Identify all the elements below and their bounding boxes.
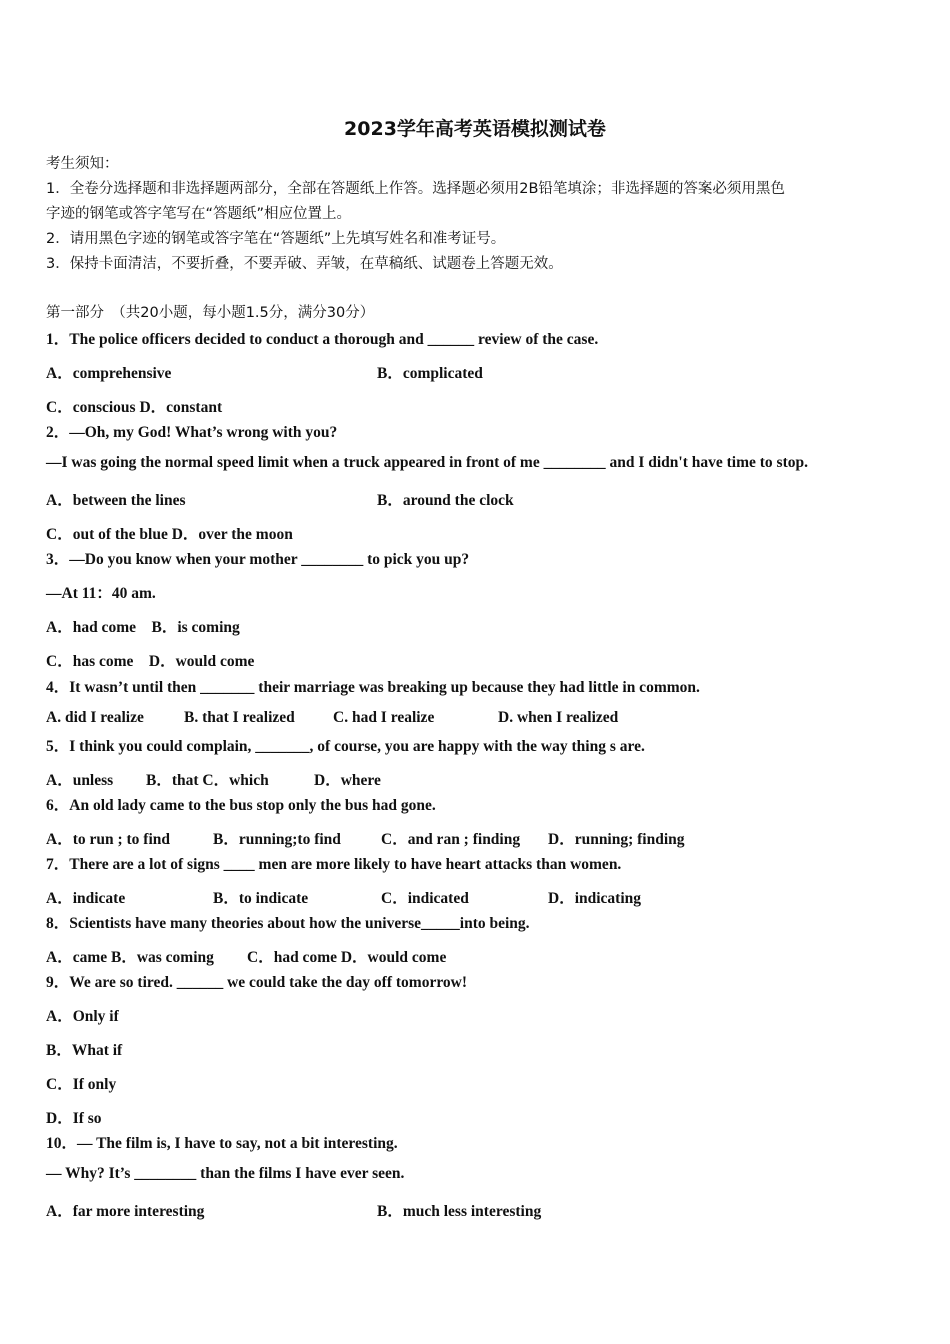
question-10-option-b: B．much less interesting [377,1203,542,1220]
question-9-option-b: B．What if [46,1042,123,1059]
question-9-option-d: D．If so [46,1110,102,1127]
question-3-stem: 3．—Do you know when your mother ________ to pick you up? [46,551,470,568]
question-2-stem: 2．—Oh, my God! What’s wrong with you? [46,424,338,441]
question-7-option-c: C．indicated [381,890,469,907]
question-6-stem: 6．An old lady came to the bus stop only the bus had gone. [46,797,436,814]
question-1-option-a: A．comprehensive [46,365,172,382]
notice-heading: 考生须知： [46,156,119,172]
question-1-stem: 1．The police officers decided to conduct a thorough and ______ review of the case. [46,331,599,348]
question-9-stem: 9．We are so tired. ______ we could take the day off tomorrow! [46,974,468,991]
question-4-option-c: C. had I realize [333,709,435,726]
question-4-option-b: B. that I realized [184,709,295,726]
question-10-response: — Why? It’s ________ than the films I have ever seen. [46,1165,405,1182]
question-2-options-cd: C．out of the blue D．over the moon [46,526,293,543]
question-5-options-bc: B．that C．which [146,772,269,789]
question-2-option-a: A．between the lines [46,492,186,509]
question-4-option-d: D. when I realized [498,709,619,726]
question-7-option-b: B．to indicate [213,890,309,907]
notice-line-2: 2．请用黑色字迹的钢笔或答字笔在“答题纸”上先填写姓名和准考证号。 [46,231,506,247]
question-2-option-b: B．around the clock [377,492,514,509]
question-3-options-ab: A．had come B．is coming [46,619,240,636]
notice-line-3: 3．保持卡面清洁，不要折叠，不要弄破、弄皱，在草稿纸、试题卷上答题无效。 [46,256,563,272]
question-6-option-d: D．running; finding [548,831,685,848]
question-8-options-cd: C．had come D．would come [247,949,447,966]
question-10-stem: 10．— The film is, I have to say, not a bit interesting. [46,1135,398,1152]
question-7-stem: 7．There are a lot of signs ____ men are more likely to have heart attacks than women. [46,856,622,873]
question-1-options-cd: C．conscious D．constant [46,399,223,416]
notice-line-1a: 1．全卷分选择题和非选择题两部分，全部在答题纸上作答。选择题必须用2B铅笔填涂；非选择题的答案必须用黑色 [46,181,785,197]
question-7-option-d: D．indicating [548,890,642,907]
question-4-stem: 4．It wasn’t until then _______ their marriage was breaking up because they had little in common. [46,679,700,696]
question-6-option-b: B．running;to find [213,831,341,848]
question-5-option-a: A．unless [46,772,114,789]
question-7-option-a: A．indicate [46,890,126,907]
question-3-response: —At 11：40 am. [46,585,156,602]
question-5-stem: 5．I think you could complain, _______, of course, you are happy with the way thing s are. [46,738,645,755]
question-5-option-d: D．where [314,772,381,789]
exam-title: 2023学年高考英语模拟测试卷 [344,118,606,140]
question-10-option-a: A．far more interesting [46,1203,205,1220]
section-heading: 第一部分 （共20小题，每小题1.5分，满分30分） [46,305,375,321]
question-8-stem: 8．Scientists have many theories about how the universe_____into being. [46,915,530,932]
question-6-option-a: A．to run ; to find [46,831,171,848]
question-4-option-a: A. did I realize [46,709,144,726]
question-8-options-ab: A．came B．was coming [46,949,214,966]
notice-line-1b: 字迹的钢笔或答字笔写在“答题纸”相应位置上。 [46,206,352,222]
question-1-option-b: B．complicated [377,365,483,382]
question-3-options-cd: C．has come D．would come [46,653,255,670]
question-2-response: —I was going the normal speed limit when a truck appeared in front of me ________ and I didn't have time to stop. [46,454,808,471]
question-6-option-c: C．and ran ; finding [381,831,521,848]
question-9-option-c: C．If only [46,1076,117,1093]
question-9-option-a: A．Only if [46,1008,119,1025]
